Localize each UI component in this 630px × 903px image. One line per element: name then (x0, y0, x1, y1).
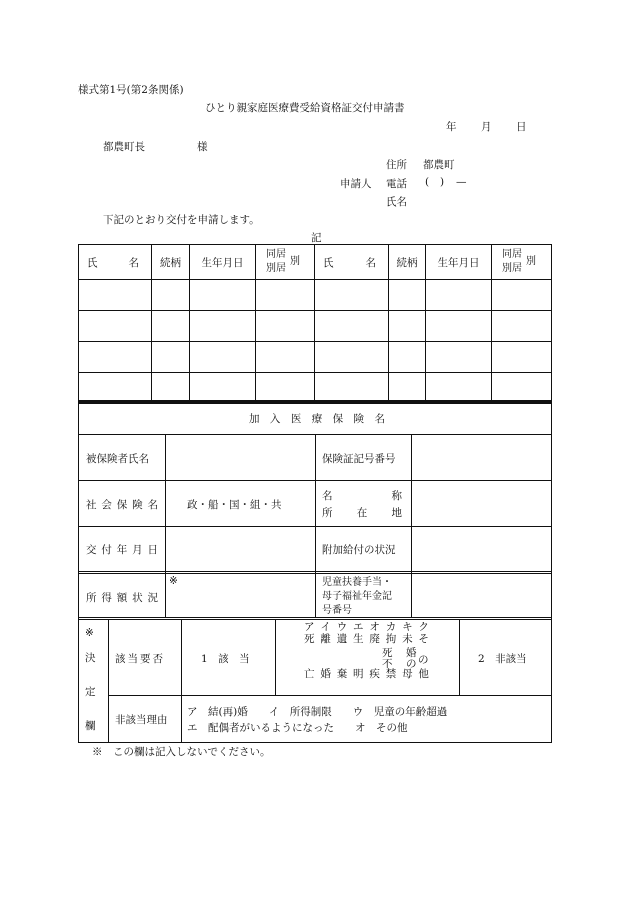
decision-col-char-2: 定 (85, 686, 96, 698)
cell[interactable] (190, 311, 256, 342)
header-cohabit-1 (256, 245, 315, 280)
header-birth-1: 生年月日 (190, 245, 256, 280)
insurance-section-title: 加 入 医 療 保 険 名 (249, 413, 385, 425)
cell[interactable] (426, 373, 492, 404)
form-number: 様式第1号(第2条関係) (78, 84, 184, 96)
header-relation-2: 続柄 (389, 245, 426, 280)
cell[interactable] (190, 280, 256, 311)
income-note-mark: ※ (169, 575, 178, 587)
insurer-location-label: 所 在 地 (322, 507, 402, 519)
cohabit-top: 同居 (502, 249, 522, 260)
cell[interactable] (315, 342, 389, 373)
issue-date-field[interactable] (165, 527, 315, 572)
cell[interactable] (389, 280, 426, 311)
non-reason-line-1[interactable]: ア 結(再)婚 イ 所得制限 ウ 児童の年齢超過 (187, 706, 448, 718)
date-day-label: 日 (516, 121, 527, 133)
name-char-2: 名 (128, 257, 139, 269)
family-table-header (79, 245, 552, 280)
phone-label: 電話 (386, 178, 407, 190)
table-row (79, 280, 552, 311)
cell[interactable] (389, 311, 426, 342)
non-reason-line-2[interactable]: エ 配偶者がいるようになった オ その他 (187, 722, 408, 734)
ki-label: 記 (311, 232, 322, 244)
decision-mark: ※ (85, 627, 94, 639)
cell[interactable] (79, 373, 152, 404)
income-label: 所 得 額 状 況 (86, 592, 158, 604)
cell[interactable] (190, 342, 256, 373)
name-label: 氏名 (386, 196, 407, 208)
applicant-label: 申請人 (340, 178, 372, 190)
cell[interactable] (152, 373, 190, 404)
cohabit-bottom: 別居 (502, 263, 522, 274)
card-number-label: 保険証記号番号 (322, 453, 396, 465)
cell[interactable] (492, 342, 552, 373)
phone-dash: — (456, 176, 467, 188)
cell[interactable] (190, 373, 256, 404)
cell[interactable] (256, 311, 315, 342)
cell[interactable] (152, 311, 190, 342)
decision-col-char-1: 決 (85, 652, 96, 664)
cell[interactable] (79, 311, 152, 342)
cell[interactable] (315, 311, 389, 342)
decision-col-char-3: 欄 (85, 720, 96, 732)
cell[interactable] (315, 280, 389, 311)
cell[interactable] (426, 311, 492, 342)
intro-text: 下記のとおり交付を申請します。 (103, 214, 260, 226)
header-birth-2: 生年月日 (426, 245, 492, 280)
reasons-grid: ア イ ウ エ オ カ キ ク 死 離 遺 生 廃 拘 未 そ 死 婚 の 不 の 亡 婚 棄 明 疾 禁 母 他 (304, 621, 429, 680)
insured-name-label: 被保険者氏名 (86, 453, 149, 465)
cell[interactable] (389, 373, 426, 404)
cohabit-side: 別 (290, 256, 300, 267)
header-cohabit-2 (492, 245, 552, 280)
cohabit-bottom: 別居 (266, 263, 286, 274)
cell[interactable] (256, 280, 315, 311)
cell[interactable] (152, 280, 190, 311)
phone-paren-open: ( (425, 176, 430, 188)
social-insurance-options[interactable]: 政・船・国・組・共 (187, 499, 282, 511)
name-char-1: 氏 (87, 257, 98, 269)
header-name-1 (79, 245, 152, 280)
table-row (79, 342, 552, 373)
address-value: 都農町 (423, 159, 455, 171)
cohabit-top: 同居 (266, 249, 286, 260)
card-number-field[interactable] (411, 435, 551, 480)
addressee: 都農町長 (103, 141, 145, 153)
insurer-field[interactable] (411, 481, 551, 526)
child-allowance-field[interactable] (411, 574, 551, 618)
name-char-1: 氏 (323, 257, 334, 269)
cell[interactable] (79, 342, 152, 373)
additional-benefit-label: 附加給付の状況 (322, 544, 396, 556)
social-insurance-label: 社 会 保 険 名 (86, 499, 158, 511)
header-relation-1: 続柄 (152, 245, 190, 280)
cell[interactable] (492, 311, 552, 342)
insurer-name-label: 名 称 (322, 490, 402, 502)
header-name-2 (315, 245, 389, 280)
issue-date-label: 交 付 年 月 日 (86, 544, 158, 556)
cell[interactable] (492, 280, 552, 311)
cell[interactable] (426, 280, 492, 311)
not-applicable-option[interactable]: 2 非該当 (478, 653, 527, 665)
applicable-option[interactable]: 1 該 当 (201, 653, 250, 665)
table-row (79, 373, 552, 404)
eligibility-label: 該当要否 (115, 653, 165, 665)
cell[interactable] (256, 342, 315, 373)
insurance-section (78, 401, 552, 743)
cohabit-side: 別 (526, 256, 536, 267)
date-month-label: 月 (481, 121, 492, 133)
additional-benefit-field[interactable] (411, 527, 551, 572)
cell[interactable] (79, 280, 152, 311)
family-table (78, 244, 552, 404)
date-year-label: 年 (446, 121, 457, 133)
cell[interactable] (152, 342, 190, 373)
cell[interactable] (389, 342, 426, 373)
table-row (79, 311, 552, 342)
cell[interactable] (315, 373, 389, 404)
address-label: 住所 (386, 159, 407, 171)
cell[interactable] (492, 373, 552, 404)
addressee-honorific: 様 (197, 141, 208, 153)
child-allowance-label-2: 母子福祉年金記 (322, 591, 392, 602)
non-reason-label: 非該当理由 (115, 714, 168, 726)
cell[interactable] (426, 342, 492, 373)
cell[interactable] (256, 373, 315, 404)
child-allowance-label-1: 児童扶養手当・ (322, 577, 392, 588)
name-char-2: 名 (365, 257, 376, 269)
footnote: ※ この欄は記入しないでください。 (92, 746, 271, 758)
insured-name-field[interactable] (165, 435, 315, 480)
child-allowance-label-3: 号番号 (322, 605, 352, 616)
page-title: ひとり親家庭医療費受給資格証交付申請書 (205, 102, 405, 114)
phone-paren-close: ) (440, 176, 445, 188)
